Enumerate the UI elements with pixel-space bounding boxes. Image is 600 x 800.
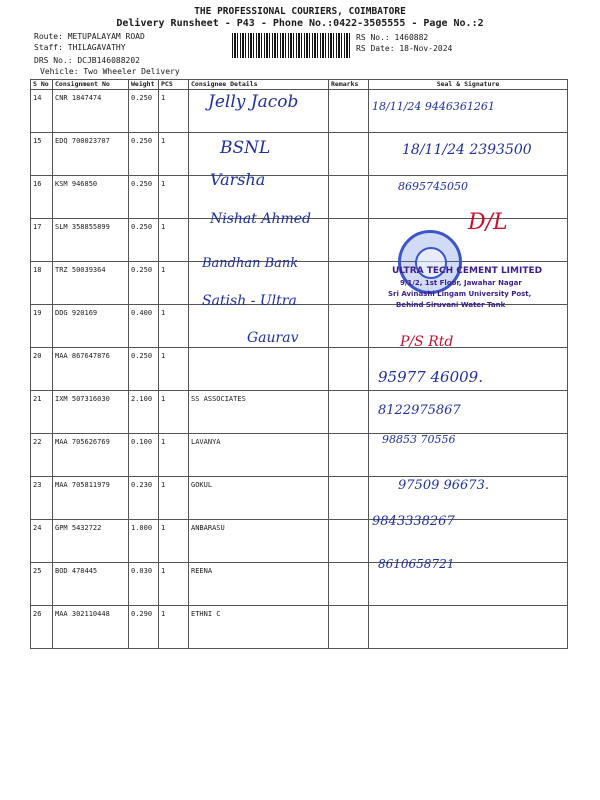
rs-number: RS No.: 1460882 (356, 33, 429, 42)
cell-sno: 24 (31, 520, 53, 563)
cell-pcs: 1 (159, 90, 189, 133)
handwritten-name: Bandhan Bank (202, 256, 299, 271)
cell-sno: 15 (31, 133, 53, 176)
cell-sno: 17 (31, 219, 53, 262)
handwritten-name: Satish - Ultra (202, 293, 297, 309)
table-row (31, 563, 568, 606)
cell-consignment: GPM 5432722 (53, 520, 129, 563)
handwritten-signature: 18/11/24 2393500 (402, 142, 532, 158)
cell-remarks (329, 434, 369, 477)
cell-remarks (329, 176, 369, 219)
cell-consignment: TRZ 50039364 (53, 262, 129, 305)
handwritten-signature: 97509 96673. (398, 478, 489, 493)
cell-sno: 20 (31, 348, 53, 391)
cell-weight: 0.250 (129, 176, 159, 219)
handwritten-signature: 95977 46009. (378, 368, 483, 386)
cell-sno: 25 (31, 563, 53, 606)
cell-consignment: BOD 478445 (53, 563, 129, 606)
cell-consignment: IXM 507316030 (53, 391, 129, 434)
cell-consignee (189, 348, 329, 391)
cell-consignment: KSM 946850 (53, 176, 129, 219)
cell-weight: 1.000 (129, 520, 159, 563)
cell-pcs: 1 (159, 262, 189, 305)
stamp-address-line: Sri Avinashi Lingam University Post, (388, 290, 532, 298)
cell-sno: 26 (31, 606, 53, 649)
table-row (31, 434, 568, 477)
cell-consignment: MAA 302110448 (53, 606, 129, 649)
cell-pcs: 1 (159, 219, 189, 262)
col-pcs: PCS (159, 80, 189, 90)
cell-weight: 0.100 (129, 434, 159, 477)
handwritten-name: Nishat Ahmed (210, 211, 312, 227)
handwritten-name: Gaurav (247, 330, 299, 346)
barcode (232, 33, 350, 58)
table-row (31, 606, 568, 649)
cell-weight: 2.100 (129, 391, 159, 434)
cell-sno: 19 (31, 305, 53, 348)
stamp-address-line: Behind Siruvani Water Tank (396, 301, 506, 309)
handwritten-signature: 18/11/24 9446361261 (372, 100, 495, 113)
vehicle-label: Vehicle: Two Wheeler Delivery (40, 67, 180, 76)
cell-weight: 0.230 (129, 477, 159, 520)
cell-weight: 0.250 (129, 133, 159, 176)
table-row (31, 348, 568, 391)
cell-pcs: 1 (159, 305, 189, 348)
col-consignee: Consignee Details (189, 80, 329, 90)
cell-weight: 0.250 (129, 348, 159, 391)
col-remarks: Remarks (329, 80, 369, 90)
cell-remarks (329, 606, 369, 649)
cell-pcs: 1 (159, 133, 189, 176)
cell-remarks (329, 391, 369, 434)
cell-remarks (329, 133, 369, 176)
stamp-address-line: 9/1/2, 1st Floor, Jawahar Nagar (400, 279, 522, 287)
cell-remarks (329, 348, 369, 391)
cell-sno: 14 (31, 90, 53, 133)
cell-weight: 0.290 (129, 606, 159, 649)
cell-pcs: 1 (159, 606, 189, 649)
cell-consignee: ANBARASU (189, 520, 329, 563)
table-row (31, 391, 568, 434)
handwritten-signature: 8695745050 (398, 180, 468, 193)
cell-pcs: 1 (159, 176, 189, 219)
handwritten-signature: 9843338267 (372, 514, 455, 529)
runsheet-subtitle: Delivery Runsheet - P43 - Phone No.:0422-3505555 - Page No.:2 (116, 18, 484, 29)
cell-sno: 18 (31, 262, 53, 305)
cell-pcs: 1 (159, 348, 189, 391)
cell-consignee: REENA (189, 563, 329, 606)
cell-remarks (329, 262, 369, 305)
cell-signature (369, 305, 568, 348)
cell-consignment: DDG 920169 (53, 305, 129, 348)
cell-consignment: EDQ 700023707 (53, 133, 129, 176)
staff-label: Staff: THILAGAVATHY (34, 43, 126, 52)
cell-remarks (329, 563, 369, 606)
col-signature: Seal & Signature (369, 80, 568, 90)
col-consignment: Consignment No (53, 80, 129, 90)
cell-consignee: LAVANYA (189, 434, 329, 477)
cell-consignee: SS ASSOCIATES (189, 391, 329, 434)
handwritten-name: Varsha (210, 170, 266, 189)
handwritten-remark: D/L (468, 210, 508, 235)
table-row (31, 305, 568, 348)
cell-sno: 16 (31, 176, 53, 219)
stamp-company-name: ULTRA TECH CEMENT LIMITED (392, 266, 543, 276)
cell-signature (369, 606, 568, 649)
cell-weight: 0.250 (129, 262, 159, 305)
handwritten-signature: 8122975867 (378, 403, 461, 418)
handwritten-signature: 8610658721 (378, 557, 455, 571)
table-row (31, 520, 568, 563)
cell-consignee: GOKUL (189, 477, 329, 520)
cell-pcs: 1 (159, 563, 189, 606)
table-header-row (31, 80, 568, 90)
cell-weight: 0.030 (129, 563, 159, 606)
col-sno: S No (31, 80, 53, 90)
cell-consignment: MAA 705626769 (53, 434, 129, 477)
handwritten-remark: P/S Rtd (400, 334, 454, 350)
cell-sno: 22 (31, 434, 53, 477)
handwritten-name: BSNL (220, 138, 271, 158)
cell-remarks (329, 520, 369, 563)
route-label: Route: METUPALAYAM ROAD (34, 32, 145, 41)
cell-remarks (329, 305, 369, 348)
company-title: THE PROFESSIONAL COURIERS, COIMBATORE (194, 6, 406, 17)
cell-consignment: CNR 1847474 (53, 90, 129, 133)
cell-remarks (329, 477, 369, 520)
cell-weight: 0.250 (129, 90, 159, 133)
cell-pcs: 1 (159, 520, 189, 563)
cell-remarks (329, 90, 369, 133)
col-weight: Weight (129, 80, 159, 90)
cell-sno: 21 (31, 391, 53, 434)
cell-pcs: 1 (159, 434, 189, 477)
drs-number: DRS No.: DCJB146088202 (34, 56, 140, 65)
rs-date: RS Date: 18-Nov-2024 (356, 44, 453, 53)
cell-consignment: MAA 867647876 (53, 348, 129, 391)
cell-pcs: 1 (159, 391, 189, 434)
runsheet-table (30, 79, 568, 649)
cell-weight: 0.400 (129, 305, 159, 348)
cell-consignee: ETHNI C (189, 606, 329, 649)
cell-consignment: SLM 358855899 (53, 219, 129, 262)
cell-remarks (329, 219, 369, 262)
cell-consignment: MAA 705811979 (53, 477, 129, 520)
cell-sno: 23 (31, 477, 53, 520)
cell-weight: 0.250 (129, 219, 159, 262)
handwritten-name: Jelly Jacob (208, 92, 299, 112)
cell-pcs: 1 (159, 477, 189, 520)
handwritten-signature: 98853 70556 (382, 433, 456, 446)
